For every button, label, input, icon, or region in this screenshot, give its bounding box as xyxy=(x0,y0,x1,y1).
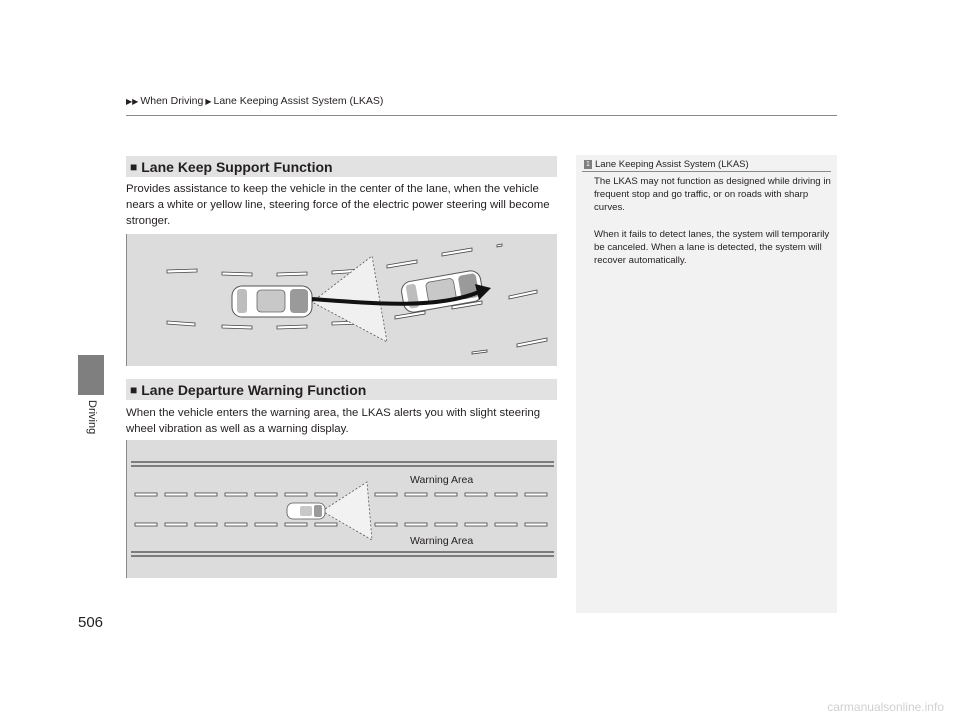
breadcrumb-item-when-driving[interactable]: When Driving xyxy=(140,95,204,107)
section-body-lane-keep-support: Provides assistance to keep the vehicle in the center of the lane, when the vehicle nears a white or yellow line, steering force of the electric power steering will become stronger. xyxy=(126,183,550,227)
vehicle-illustration xyxy=(400,269,484,313)
header-divider xyxy=(126,115,837,116)
breadcrumb-item-lkas[interactable]: Lane Keeping Assist System (LKAS) xyxy=(213,95,384,107)
lane-keep-support-diagram xyxy=(127,234,558,366)
section-heading-lane-departure-warning xyxy=(126,379,557,400)
lane-keep-support-illustration xyxy=(126,234,557,366)
note-marker-icon: 1 xyxy=(584,160,592,169)
breadcrumb-arrow-icon: ▶ xyxy=(205,96,212,106)
watermark: carmanualsonline.info xyxy=(827,700,944,714)
section-body-lane-departure-warning: When the vehicle enters the warning area, the LKAS alerts you with slight steering wheel vibration as well as a warning display. xyxy=(126,407,541,435)
vehicle-illustration xyxy=(232,286,312,317)
section-heading-text: Lane Keep Support Function xyxy=(141,158,333,175)
section-heading-lane-keep-support xyxy=(126,156,557,177)
section-heading-text: Lane Departure Warning Function xyxy=(141,381,367,398)
note-paragraph: The LKAS may not function as designed while driving in frequent stop and go traffic, or on roads with sharp curves. xyxy=(594,176,831,213)
notes-panel xyxy=(576,155,837,613)
note-title-divider xyxy=(582,171,831,172)
vehicle-illustration xyxy=(287,503,325,519)
square-bullet-icon: ■ xyxy=(130,159,138,174)
lane-departure-warning-diagram xyxy=(127,440,558,578)
note-title-text: Lane Keeping Assist System (LKAS) xyxy=(595,159,749,170)
square-bullet-icon: ■ xyxy=(130,382,138,397)
page-number: 506 xyxy=(78,614,104,631)
breadcrumb-arrow-icon: ▶▶ xyxy=(126,96,139,106)
note-title[interactable] xyxy=(584,159,749,170)
chapter-tab[interactable] xyxy=(85,400,99,460)
breadcrumb xyxy=(126,95,383,107)
chapter-tab-label: Driving xyxy=(86,400,98,435)
warning-area-label-top: Warning Area xyxy=(410,474,474,486)
chapter-tab-marker xyxy=(78,355,104,395)
lane-departure-warning-illustration xyxy=(126,440,557,578)
note-paragraph: When it fails to detect lanes, the system will temporarily be canceled. When a lane is detected, the system will recover automatically. xyxy=(594,229,830,266)
warning-area-label-bottom: Warning Area xyxy=(410,535,474,547)
